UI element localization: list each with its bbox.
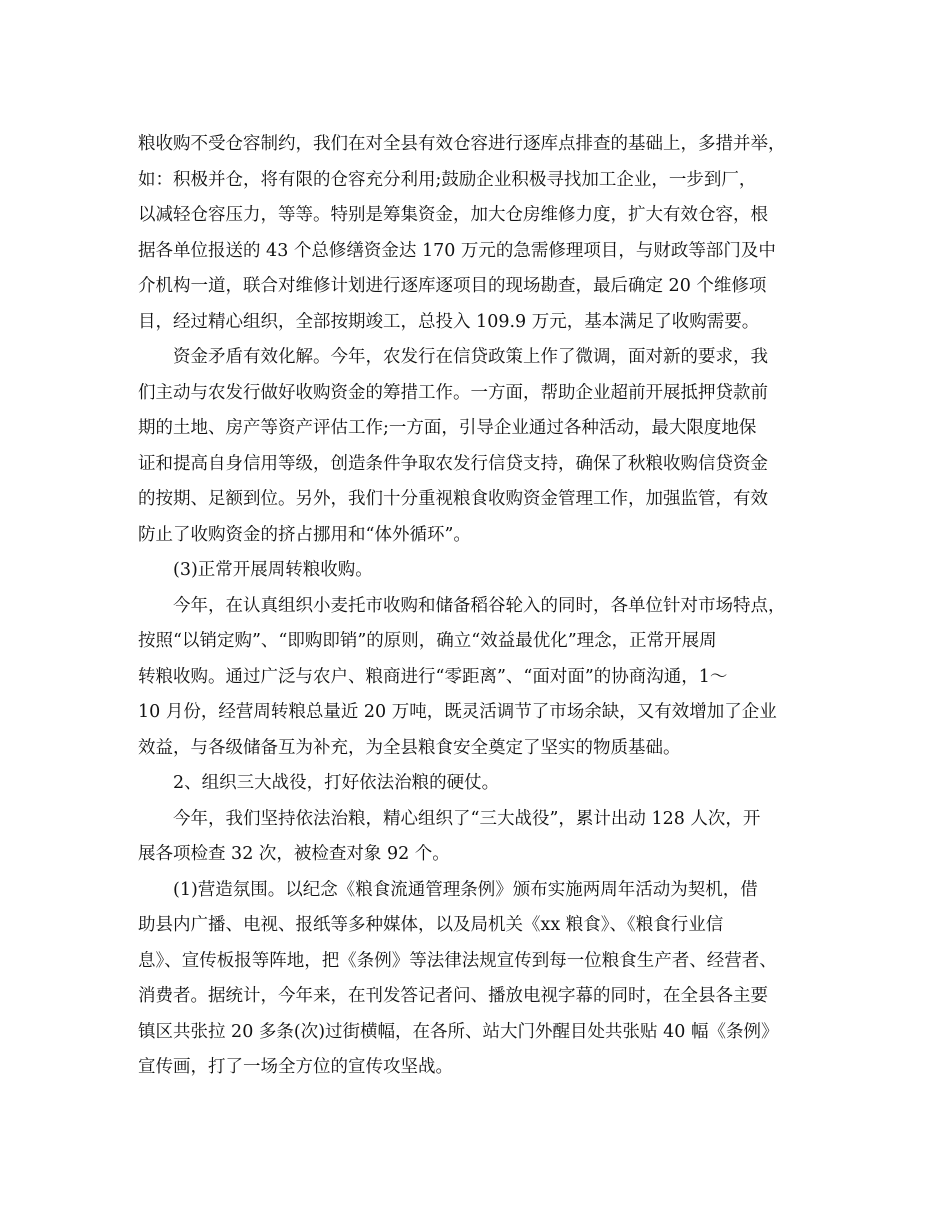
- text-line: 2、组织三大战役，打好依法治粮的硬仗。: [173, 773, 500, 793]
- document-body: [138, 127, 838, 1086]
- text-line: 效益，与各级储备互为补充，为全县粮食安全奠定了坚实的物质基础。: [138, 737, 681, 758]
- text-line: 如：积极并仓，将有限的仓容充分利用;鼓励企业积极寻找加工企业，一步到厂，: [138, 169, 757, 190]
- text-line: 介机构一道，联合对维修计划进行逐库逐项目的现场勘查，最后确定 20 个维修项: [138, 276, 767, 296]
- text-line: 展各项检查 32 次，被检查对象 92 个。: [138, 844, 450, 864]
- text-line: 宣传画，打了一场全方位的宣传攻坚战。: [138, 1057, 453, 1077]
- text-line: 转粮收购。通过广泛与农户、粮商进行“零距离”、“面对面”的协商沟通，1～: [138, 666, 728, 687]
- text-line: 以减轻仓容压力，等等。特别是筹集资金，加大仓房维修力度，扩大有效仓容，根: [138, 205, 768, 225]
- text-line: 今年，在认真组织小麦托市收购和储备稻谷轮入的同时，各单位针对市场特点，: [173, 595, 786, 616]
- text-line: 粮收购不受仓容制约，我们在对全县有效仓容进行逐库点排查的基础上，多措并举，: [138, 134, 786, 154]
- text-line: 今年，我们坚持依法治粮，精心组织了“三大战役”，累计出动 128 人次，开: [173, 808, 761, 829]
- text-line: 镇区共张拉 20 多条(次)过街横幅，在各所、站大门外醒目处共张贴 40 幅《条例》: [138, 1021, 779, 1042]
- text-line: 们主动与农发行做好收购资金的筹措工作。一方面，帮助企业超前开展抵押贷款前: [138, 382, 768, 403]
- text-line: 消费者。据统计，今年来，在刊发答记者问、播放电视字幕的同时，在全县各主要: [138, 986, 768, 1006]
- text-line: 按照“以销定购”、“即购即销”的原则，确立“效益最优化”理念，正常开展周: [138, 631, 717, 651]
- text-line: 息》、宣传板报等阵地，把《条例》等法律法规宣传到每一位粮食生产者、经营者、: [138, 950, 777, 971]
- text-line: 据各单位报送的 43 个总修缮资金达 170 万元的急需修理项目，与财政等部门及中: [138, 240, 776, 261]
- text-line: (1)营造氛围。以纪念《粮食流通管理条例》颁布实施两周年活动为契机，借: [173, 879, 758, 900]
- text-line: 10 月份，经营周转粮总量近 20 万吨，既灵活调节了市场余缺，又有效增加了企业: [138, 702, 777, 722]
- text-line: 证和提高自身信用等级，创造条件争取农发行信贷支持，确保了秋粮收购信贷资金: [138, 453, 768, 474]
- text-line: (3)正常开展周转粮收购。: [173, 560, 373, 580]
- text-line: 资金矛盾有效化解。今年，农发行在信贷政策上作了微调，面对新的要求，我: [173, 347, 768, 367]
- text-line: 助县内广播、电视、报纸等多种媒体，以及局机关《xx 粮食》、《粮食行业信: [138, 915, 724, 935]
- text-line: 防止了收购资金的挤占挪用和“体外循环”。: [138, 524, 471, 545]
- text-line: 期的土地、房产等资产评估工作;一方面，引导企业通过各种活动，最大限度地保: [138, 418, 757, 438]
- text-line: 目，经过精心组织，全部按期竣工，总投入 109.9 万元，基本满足了收购需要。: [138, 311, 760, 332]
- text-line: 的按期、足额到位。另外，我们十分重视粮食收购资金管理工作，加强监管，有效: [138, 489, 768, 509]
